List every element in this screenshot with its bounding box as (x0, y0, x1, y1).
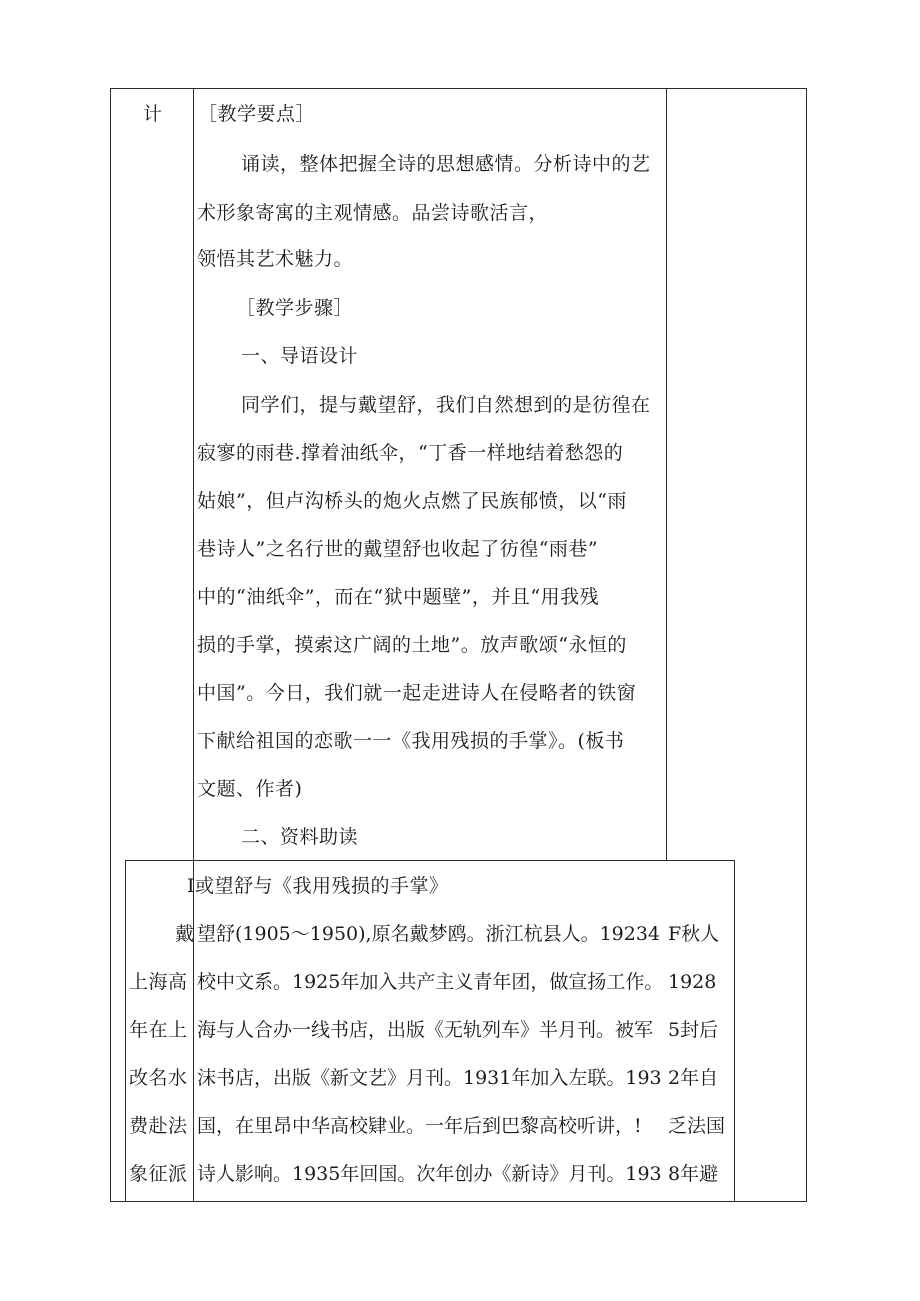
column-divider-2 (666, 88, 667, 860)
material-left-fragment: 年在上 (129, 1019, 188, 1041)
material-right-fragment: 8年避 (668, 1163, 719, 1185)
inner-box-top-border (125, 860, 735, 861)
intro-line: 文题、作者) (197, 778, 303, 800)
key-points-heading: ［教学要点］ (198, 103, 316, 125)
intro-line: 巷诗人”之名行世的戴望舒也收起了彷徨“雨巷” (197, 538, 599, 560)
material-left-fragment: 费赴法 (129, 1115, 188, 1137)
intro-line: 损的手掌，摸索这广阔的土地”。放声歌颂“永恒的 (197, 634, 627, 656)
section2-title: 二、资料助读 (241, 826, 359, 848)
inner-box-left-border (125, 860, 126, 1202)
key-points-line: 诵读，整体把握全诗的思想感情。分析诗中的艺 (241, 153, 651, 175)
material-middle-line: 海与人合办一线书店，出版《无轨列车》半月刊。被军 (197, 1019, 654, 1041)
material-left-fragment: 改名水 (129, 1067, 188, 1089)
intro-line: 姑娘”，但卢沟桥头的炮火点燃了民族郁愤，以“雨 (197, 490, 627, 512)
key-points-line: 术形象寄寓的主观情感。品尝诗歌活言， (197, 202, 549, 224)
left-column-label: 计 (143, 103, 163, 125)
material-middle-line: 望舒(1905～1950),原名戴梦鸥。浙江杭县人。19234 (197, 923, 661, 945)
table-left-border (110, 88, 111, 1202)
column-divider-1 (193, 88, 194, 1202)
material-right-fragment: 乏法国 (668, 1115, 726, 1137)
inner-box-right-border (734, 860, 735, 1202)
material-right-fragment: 1928 (668, 971, 717, 993)
steps-heading: ［教学步骤］ (236, 297, 354, 319)
intro-line: 寂寥的雨巷.撑着油纸伞，“丁香一样地结着愁怨的 (197, 442, 624, 464)
material-middle-line: 校中文系。1925年加入共产主义青年团，做宣扬工作。 (197, 971, 664, 993)
material-right-fragment: 5封后 (668, 1019, 719, 1041)
section1-title: 一、导语设计 (241, 345, 359, 367)
material-middle-line: 国，在里昂中华高校肄业。一年后到巴黎高校听讲，! (197, 1115, 642, 1137)
material-left-fragment: 戴 (175, 923, 195, 945)
material-left-fragment: 上海高 (129, 971, 188, 993)
material-middle-line: 诗人影响。1935年回国。次年创办《新诗》月刊。193 (197, 1163, 662, 1185)
material-right-fragment: F秋人 (668, 923, 720, 945)
intro-line: 同学们，提与戴望舒，我们自然想到的是彷徨在 (241, 394, 651, 416)
intro-line: 中国”。今日，我们就一起走进诗人在侵略者的铁窗 (197, 682, 637, 704)
intro-line: 下献给祖国的恋歌一一《我用残损的手掌》。(板书 (197, 730, 625, 752)
table-top-border (110, 88, 807, 89)
material-middle-line: 沫书店，出版《新文艺》月刊。1931年加入左联。193 (197, 1067, 662, 1089)
material-right-fragment: 2年自 (668, 1067, 719, 1089)
key-points-line: 领悟其艺术魅力。 (197, 248, 354, 270)
table-bottom-border (110, 1201, 807, 1202)
material-title: I或望舒与《我用残损的手掌》 (187, 875, 449, 897)
intro-line: 中的“油纸伞”，而在“狱中题壁”，并且“用我残 (197, 586, 600, 608)
material-left-fragment: 象征派 (129, 1163, 188, 1185)
table-right-border (806, 88, 807, 1202)
